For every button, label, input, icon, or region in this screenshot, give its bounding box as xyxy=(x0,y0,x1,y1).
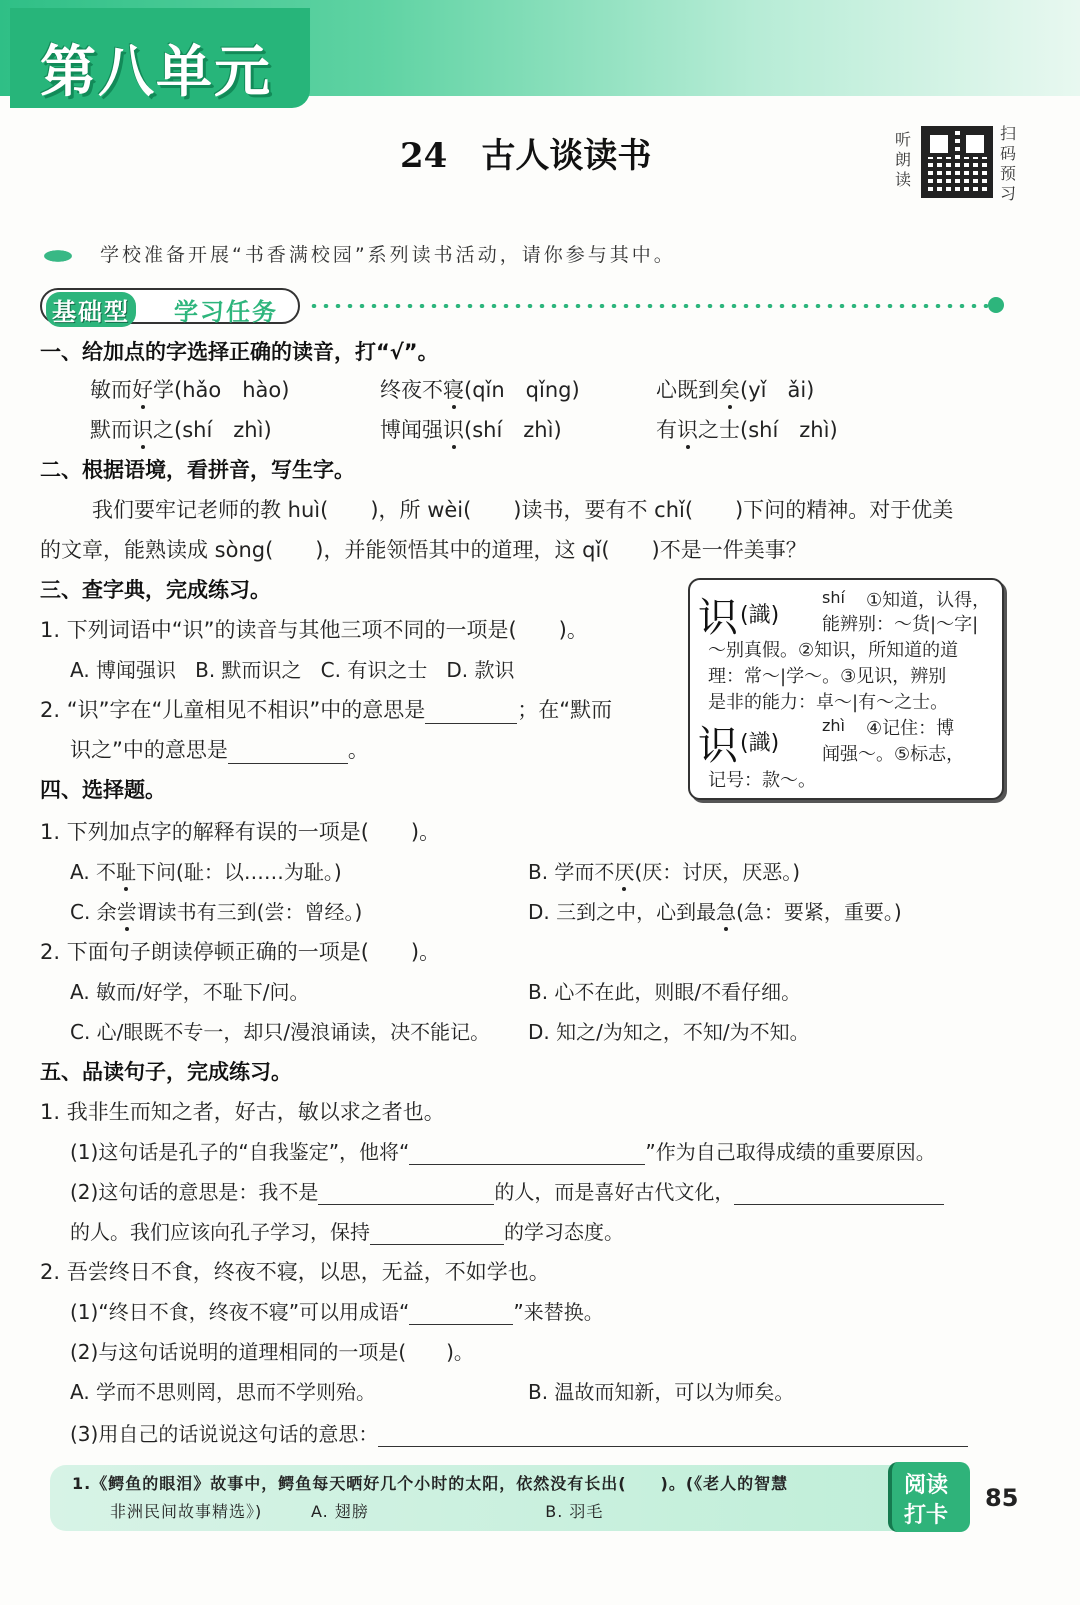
unit-title-text: 第八单元 xyxy=(40,40,272,105)
answer-blank[interactable] xyxy=(370,1225,504,1245)
option-c[interactable]: C. 余尝谓读书有三到(尝：曾经。) xyxy=(70,900,363,924)
option-b[interactable]: B. 心不在此，则眼/不看仔细。 xyxy=(528,980,802,1004)
option-b[interactable]: B. 温故而知新，可以为师矣。 xyxy=(528,1380,795,1404)
lesson-title xyxy=(400,128,651,177)
option-b[interactable]: B. 羽毛 xyxy=(545,1502,604,1521)
s5-q1-2-cont: 的人。我们应该向孔子学习，保持 的学习态度。 xyxy=(70,1220,624,1244)
dict-text: 理：常～|学～。③见识，辨别 xyxy=(708,666,947,687)
s1-item: 博闻强识(shí zhì) xyxy=(380,418,562,442)
answer-blank[interactable] xyxy=(228,744,348,764)
dict-text: ④记住：博 xyxy=(866,718,955,739)
dotted-divider xyxy=(308,304,998,308)
dict-trad-1: (識) xyxy=(740,603,780,628)
intro xyxy=(42,240,676,267)
dict-pinyin-1: shí xyxy=(822,588,845,607)
qr-area[interactable] xyxy=(895,124,1020,204)
dict-trad-2: (識) xyxy=(740,731,780,756)
answer-blank[interactable] xyxy=(318,1185,494,1205)
s3-question-2: 2. “识”字在“儿童相见不相识”中的意思是 ；在“默而 xyxy=(40,698,613,722)
s5-q2-1: (1)“终日不食，终夜不寝”可以用成语“ ”来替换。 xyxy=(70,1300,604,1324)
task-badge xyxy=(40,288,300,324)
option-a[interactable]: A. 敏而/好学，不耻下/问。 xyxy=(70,980,310,1004)
footer-question: 1.《鳄鱼的眼泪》故事中，鳄鱼每天晒好几个小时的太阳，依然没有长出( )。(《老人的智慧 xyxy=(72,1474,789,1493)
unit-title xyxy=(10,8,310,108)
dict-char-1: 识 xyxy=(698,595,738,641)
dictionary-box xyxy=(688,578,1004,800)
answer-blank[interactable] xyxy=(425,704,517,724)
option-c[interactable]: C. 有识之士 xyxy=(320,658,428,682)
s5-q2-2: (2)与这句话说明的道理相同的一项是( )。 xyxy=(70,1340,474,1364)
option-a[interactable]: A. 翅膀 xyxy=(310,1502,369,1521)
answer-blank[interactable] xyxy=(378,1427,968,1447)
s3-q1-options xyxy=(70,654,515,683)
option-b[interactable]: B. 学而不厌(厌：讨厌，厌恶。) xyxy=(528,860,801,884)
lesson-title-text: 古人谈读书 xyxy=(481,136,652,176)
reading-checkin-badge[interactable] xyxy=(888,1462,970,1532)
option-c[interactable]: C. 心/眼既不专一，却只/漫浪诵读，决不能记。 xyxy=(70,1020,491,1044)
card-label-1: 阅读 xyxy=(904,1473,949,1498)
answer-blank[interactable] xyxy=(409,1145,645,1165)
leaf-icon xyxy=(42,246,82,266)
task-heading xyxy=(40,286,1010,326)
option-d[interactable]: D. 知之/为知之，不知/为不知。 xyxy=(528,1020,810,1044)
option-d[interactable]: D. 款识 xyxy=(446,658,515,682)
dict-text: 闻强～。⑤标志， xyxy=(822,744,965,765)
s1-item: 终夜不寝(qǐn qǐng) xyxy=(380,378,580,402)
s5-q1-1: (1)这句话是孔子的“自我鉴定”，他将“ ”作为自己取得成绩的重要原因。 xyxy=(70,1140,936,1164)
option-a[interactable]: A. 不耻下问(耻：以……为耻。) xyxy=(70,860,342,884)
s1-item: 心既到矣(yǐ ǎi) xyxy=(656,378,815,402)
option-b[interactable]: B. 默而识之 xyxy=(195,658,302,682)
page-number: 85 xyxy=(985,1484,1019,1512)
s2-line-1[interactable]: 我们要牢记老师的教 huì( )，所 wèi( )读书，要有不 chǐ( )下问的精神。对于优美 xyxy=(92,498,954,522)
intro-text: 学校准备开展“书香满校园”系列读书活动，请你参与其中。 xyxy=(100,244,676,266)
divider-end-dot xyxy=(988,297,1004,313)
s4-question-1: 1. 下列加点字的解释有误的一项是( )。 xyxy=(40,820,441,844)
answer-blank[interactable] xyxy=(409,1305,513,1325)
s3-question-2-cont: 识之”中的意思是 。 xyxy=(70,738,369,762)
s5-q1-2: (2)这句话的意思是：我不是 的人，而是喜好古代文化， xyxy=(70,1176,944,1205)
section-3-title: 三、查字典，完成练习。 xyxy=(40,578,271,602)
option-d[interactable]: D. 三到之中，心到最急(急：要紧，重要。) xyxy=(528,900,902,924)
reading-footer xyxy=(50,1465,960,1531)
qr-left-label: 听朗读 xyxy=(895,130,912,189)
option-a[interactable]: A. 博闻强识 xyxy=(70,658,177,682)
dict-text: 能辨别：～货|～字| xyxy=(822,614,979,635)
task-badge-type: 基础型 xyxy=(46,292,136,327)
footer-options: 非洲民间故事精选》) A. 翅膀 B. 羽毛 xyxy=(110,1502,604,1521)
s5-question-2: 2. 吾尝终日不食，终夜不寝，以思，无益，不如学也。 xyxy=(40,1260,550,1284)
answer-blank[interactable] xyxy=(734,1185,944,1205)
s4-question-2: 2. 下面句子朗读停顿正确的一项是( )。 xyxy=(40,940,441,964)
qr-code-icon[interactable] xyxy=(921,126,993,198)
lesson-number: 24 xyxy=(400,136,448,176)
s5-question-1: 1. 我非生而知之者，好古，敏以求之者也。 xyxy=(40,1100,445,1124)
dict-text: 是非的能力：卓～|有～之士。 xyxy=(708,692,949,713)
s1-item: 有识之士(shí zhì) xyxy=(656,418,838,442)
dict-text: ～别真假。②知识，所知道的道 xyxy=(708,640,959,661)
dict-pinyin-2: zhì xyxy=(822,716,845,735)
task-badge-label: 学习任务 xyxy=(174,298,278,326)
dict-char-2: 识 xyxy=(698,723,738,769)
section-5-title: 五、品读句子，完成练习。 xyxy=(40,1060,292,1084)
s5-q2-3: (3)用自己的话说说这句话的意思： xyxy=(70,1418,968,1447)
s3-question-1: 1. 下列词语中“识”的读音与其他三项不同的一项是( )。 xyxy=(40,618,588,642)
s2-line-2[interactable]: 的文章，能熟读成 sòng( )，并能领悟其中的道理，这 qǐ( )不是一件美事？ xyxy=(40,538,807,562)
section-1-title: 一、给加点的字选择正确的读音，打“√”。 xyxy=(40,340,439,364)
section-4-title: 四、选择题。 xyxy=(40,778,166,802)
option-a[interactable]: A. 学而不思则罔，思而不学则殆。 xyxy=(70,1380,377,1404)
s1-item: 默而识之(shí zhì) xyxy=(90,418,272,442)
section-2-title: 二、根据语境，看拼音，写生字。 xyxy=(40,458,355,482)
qr-right-label: 扫码预习 xyxy=(1000,124,1017,203)
dict-text: 记号：款～。 xyxy=(708,770,816,791)
card-label-2: 打卡 xyxy=(904,1503,949,1528)
s1-item: 敏而好学(hǎo hào) xyxy=(90,378,290,402)
dict-text: ①知道，认得， xyxy=(866,590,991,611)
